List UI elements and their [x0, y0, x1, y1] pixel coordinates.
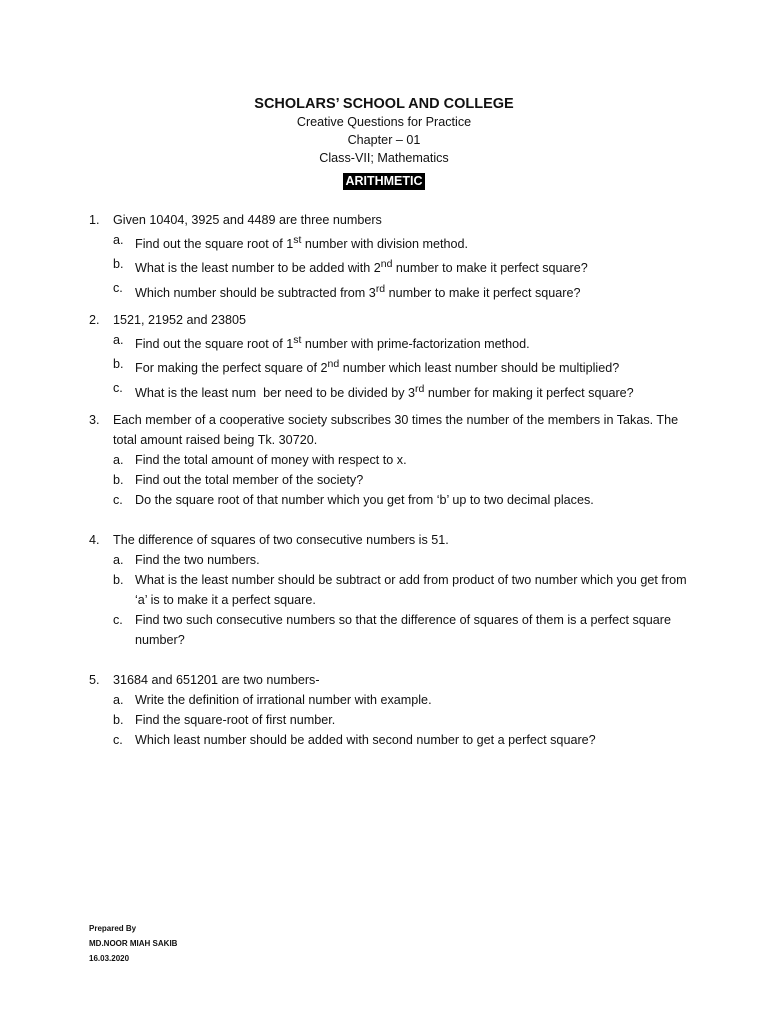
- option-letter: a.: [113, 333, 124, 347]
- question-1: [89, 210, 689, 303]
- question-text: Each member of a cooperative society subscribes 30 times the number of the members in Takas. The total amount raised being Tk. 30720.: [113, 413, 679, 447]
- author-name: MD.NOOR MIAH SAKIB: [89, 939, 178, 948]
- option-letter: b.: [113, 473, 124, 487]
- option-letter: c.: [113, 493, 123, 507]
- question-5: [89, 670, 689, 750]
- option-text: Write the definition of irrational number with example.: [135, 693, 432, 707]
- option-text: Find the total amount of money with respect to x.: [135, 453, 407, 467]
- option-letter: b.: [113, 357, 124, 372]
- option-item: [89, 710, 689, 730]
- option-item: [89, 550, 689, 570]
- prepared-date: 16.03.2020: [89, 954, 130, 963]
- prepared-by-block: [89, 921, 177, 966]
- question-number: 4.: [89, 533, 100, 547]
- option-item: [89, 354, 689, 378]
- option-text: What is the least number should be subtract or add from product of two number which you get from ‘a’ is to make it a perfect square.: [135, 573, 687, 607]
- option-text: Find out the square root of 1st number with prime-factorization method.: [135, 334, 530, 352]
- option-item: [89, 490, 689, 510]
- question-number: 1.: [89, 213, 100, 227]
- question-stem: [89, 310, 689, 330]
- option-text: Find the square-root of first number.: [135, 713, 336, 727]
- option-letter: c.: [113, 733, 123, 747]
- class-label: Class-VII; Mathematics: [319, 151, 449, 165]
- question-text: 1521, 21952 and 23805: [113, 313, 247, 327]
- option-text: Which number should be subtracted from 3rd number to make it perfect square?: [135, 282, 581, 300]
- chapter-label: Chapter – 01: [347, 133, 421, 147]
- question-text: Given 10404, 3925 and 4489 are three numbers: [113, 213, 382, 227]
- option-letter: b.: [113, 713, 124, 727]
- option-item: [89, 230, 689, 254]
- option-item: [89, 610, 689, 650]
- option-letter: c.: [113, 381, 123, 396]
- question-number: 3.: [89, 413, 100, 427]
- option-text: Do the square root of that number which you get from ‘b’ up to two decimal places.: [135, 493, 594, 507]
- question-number: 2.: [89, 313, 100, 327]
- option-item: [89, 330, 689, 354]
- option-text: Find out the square root of 1st number with division method.: [135, 234, 469, 252]
- question-text: 31684 and 651201 are two numbers-: [113, 673, 320, 687]
- option-text: Find the two numbers.: [135, 553, 260, 567]
- question-stem: [89, 210, 689, 230]
- question-stem: [89, 530, 689, 550]
- option-item: [89, 730, 689, 750]
- question-stem: [89, 410, 689, 450]
- option-item: [89, 378, 689, 402]
- option-letter: a.: [113, 453, 124, 467]
- option-item: [89, 450, 689, 470]
- option-item: [89, 690, 689, 710]
- option-letter: a.: [113, 553, 124, 567]
- option-letter: a.: [113, 233, 124, 247]
- option-text: Find two such consecutive numbers so that the difference of squares of them is a perfect square number?: [135, 613, 671, 647]
- option-item: [89, 570, 689, 610]
- option-text: For making the perfect square of 2nd number which least number should be multiplied?: [135, 358, 620, 376]
- school-name: SCHOLARS’ SCHOOL AND COLLEGE: [254, 96, 514, 112]
- option-text: Which least number should be added with second number to get a perfect square?: [135, 733, 596, 747]
- document-header: [0, 95, 768, 190]
- option-letter: c.: [113, 281, 123, 296]
- option-letter: b.: [113, 257, 124, 272]
- option-letter: b.: [113, 573, 124, 587]
- option-letter: a.: [113, 693, 124, 707]
- option-letter: c.: [113, 613, 123, 627]
- option-text: Find out the total member of the society?: [135, 473, 364, 487]
- topic-badge: ARITHMETIC: [345, 174, 423, 188]
- question-2: [89, 310, 689, 403]
- question-3: [89, 410, 689, 510]
- question-4: [89, 530, 689, 650]
- prepared-by-label: Prepared By: [89, 924, 137, 933]
- option-item: [89, 254, 689, 278]
- question-number: 5.: [89, 673, 100, 687]
- option-item: [89, 470, 689, 490]
- document-subtitle: Creative Questions for Practice: [296, 115, 472, 129]
- option-text: What is the least num ber need to be divided by 3rd number for making it perfect square?: [135, 382, 634, 400]
- question-text: The difference of squares of two consecutive numbers is 51.: [113, 533, 449, 547]
- option-text: What is the least number to be added with 2nd number to make it perfect square?: [135, 258, 588, 276]
- question-stem: [89, 670, 689, 690]
- option-item: [89, 278, 689, 302]
